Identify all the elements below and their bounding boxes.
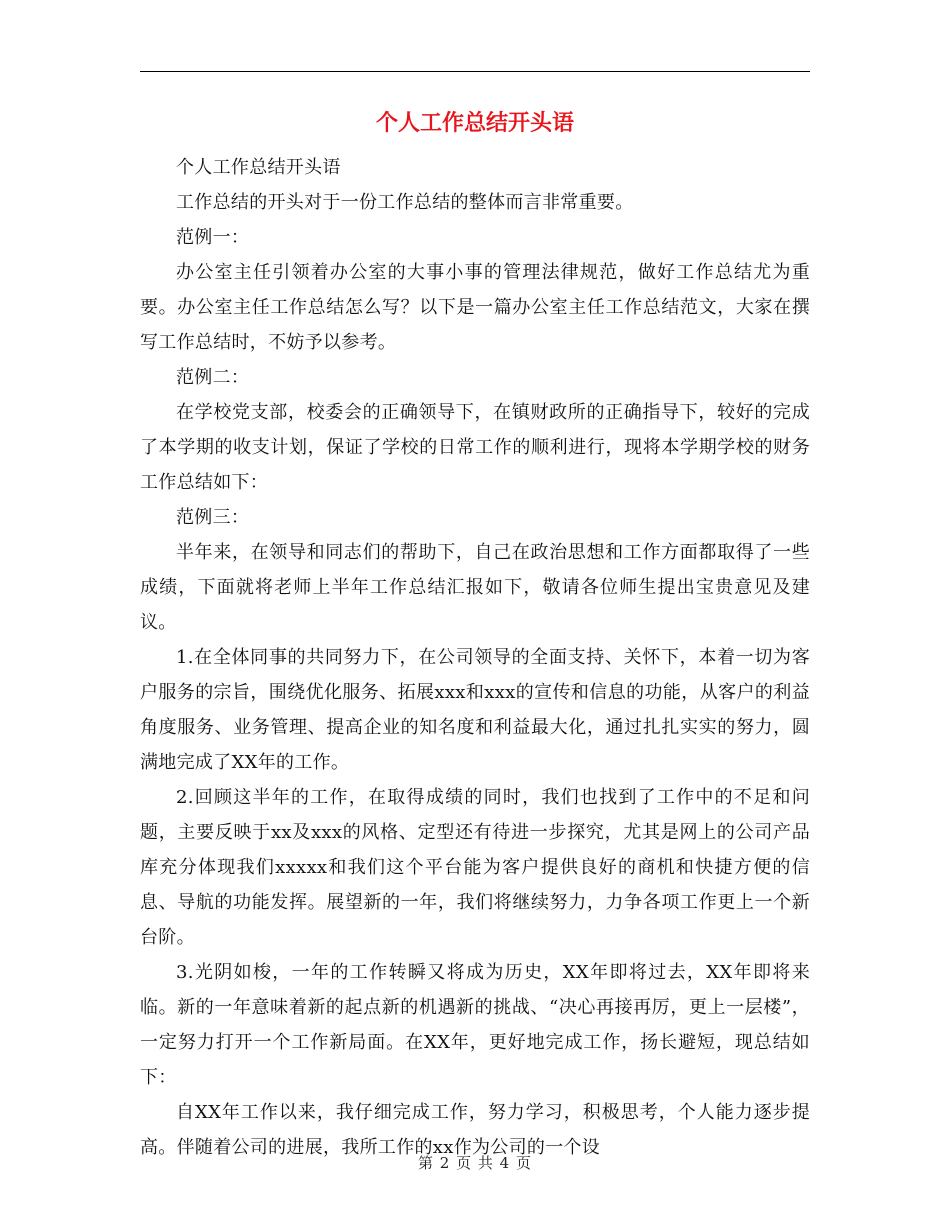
document-body [140,150,810,1165]
paragraph-10: 2.回顾这半年的工作，在取得成绩的同时，我们也找到了工作中的不足和问题，主要反映于xx及xxx的风格、定型还有待进一步探究，尤其是网上的公司产品库充分体现我们xxxxx和我们这个平台能为客户提供良好的商机和快捷方便的信息、导航的功能发挥。展望新的一年，我们将继续努力，力争各项工作更上一个新台阶。 [140,787,810,948]
paragraph-5: 范例二： [176,367,250,388]
paragraph-9: 1.在全体同事的共同努力下，在公司领导的全面支持、关怀下，本着一切为客户服务的宗旨，围绕优化服务、拓展xxx和xxx的宣传和信息的功能，从客户的利益角度服务、业务管理、提高企业的知名度和利益最大化，通过扎扎实实的努力，圆满地完成了XX年的工作。 [140,647,810,773]
header-rule [140,71,810,72]
paragraph-4: 办公室主任引领着办公室的大事小事的管理法律规范，做好工作总结尤为重要。办公室主任工作总结怎么写？以下是一篇办公室主任工作总结范文，大家在撰写工作总结时，不妨予以参考。 [140,262,810,353]
paragraph-3: 范例一： [176,227,250,248]
paragraph-6: 在学校党支部，校委会的正确领导下，在镇财政所的正确指导下，较好的完成了本学期的收支计划，保证了学校的日常工作的顺利进行，现将本学期学校的财务工作总结如下： [140,402,810,493]
paragraph-11: 3.光阴如梭，一年的工作转瞬又将成为历史，XX年即将过去，XX年即将来临。新的一年意味着新的起点新的机遇新的挑战、“决心再接再厉，更上一层楼”，一定努力打开一个工作新局面。在XX年，更好地完成工作，扬长避短，现总结如下： [140,962,810,1088]
paragraph-7: 范例三： [176,507,250,528]
paragraph-8: 半年来，在领导和同志们的帮助下，自己在政治思想和工作方面都取得了一些成绩，下面就将老师上半年工作总结汇报如下，敬请各位师生提出宝贵意见及建议。 [140,542,810,633]
page-number: 第 2 页 共 4 页 [418,1154,532,1172]
paragraph-1: 个人工作总结开头语 [176,157,341,178]
paragraph-2: 工作总结的开头对于一份工作总结的整体而言非常重要。 [176,192,634,213]
paragraph-12: 自XX年工作以来，我仔细完成工作，努力学习，积极思考，个人能力逐步提高。伴随着公司的进展，我所工作的xx作为公司的一个设 [140,1102,810,1158]
document-title: 个人工作总结开头语 [375,111,574,136]
